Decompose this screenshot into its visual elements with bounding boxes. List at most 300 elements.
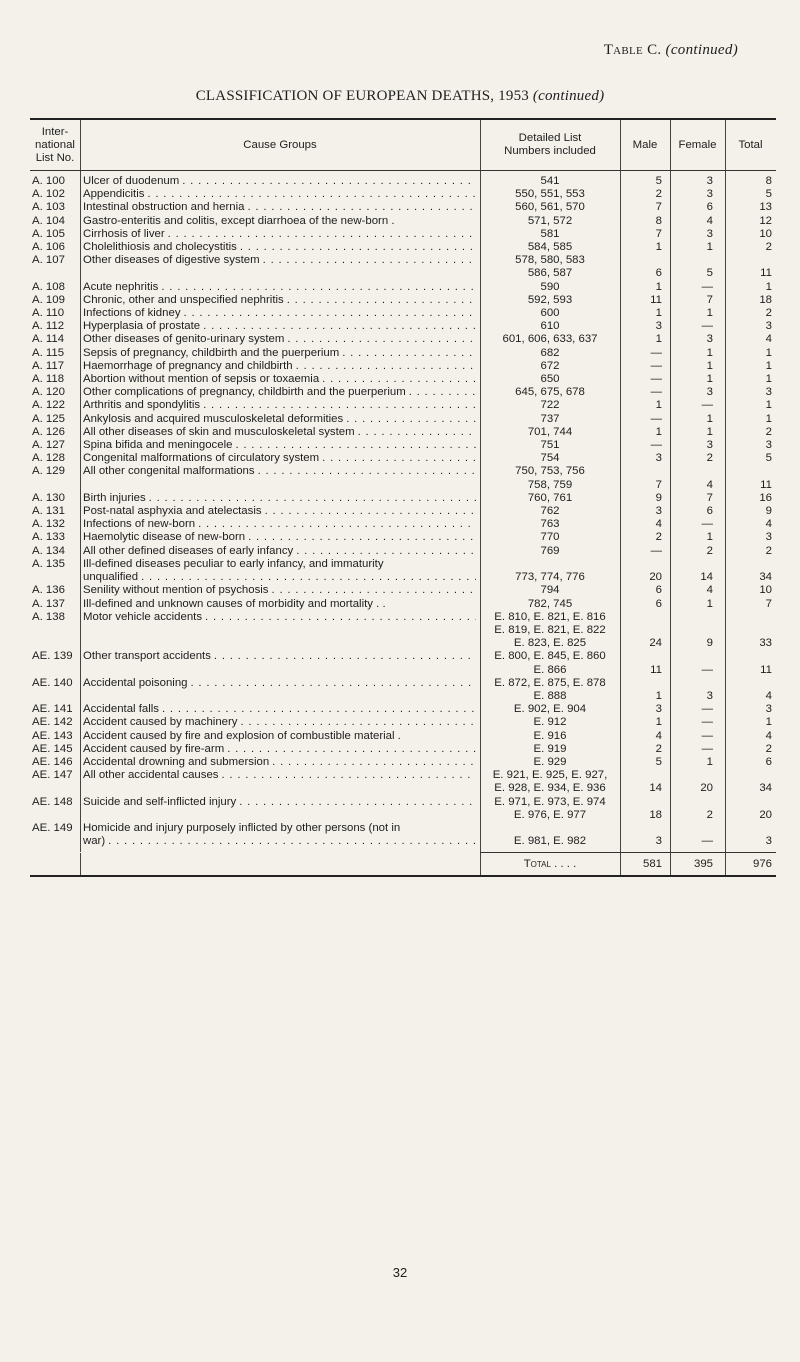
cause-group	[80, 188, 480, 201]
intl-list-no	[30, 598, 80, 611]
leader-dots	[293, 360, 476, 373]
total-count: 11	[760, 478, 772, 491]
female-count: 1	[706, 241, 713, 254]
cause-line	[83, 188, 476, 201]
cause-text: All other defined diseases of early infancy	[83, 544, 294, 557]
female-count: 14	[700, 571, 713, 584]
intl-list-no-text: A. 122	[32, 399, 65, 412]
column-divider	[725, 120, 726, 170]
column-divider	[670, 853, 671, 875]
intl-list-no	[30, 505, 80, 518]
cause-line	[83, 175, 476, 188]
table-row	[30, 307, 776, 320]
detail-line: 762	[540, 505, 560, 518]
cause-group	[80, 241, 480, 254]
cause-line	[83, 320, 476, 333]
cause-group	[80, 307, 480, 320]
detail-line: 601, 606, 633, 637	[502, 333, 598, 346]
detail-line: 650	[540, 373, 560, 386]
female-count: 4	[706, 478, 713, 491]
cause-group	[80, 175, 480, 188]
intl-list-no	[30, 294, 80, 307]
detailed-list-numbers	[480, 835, 620, 848]
cause-line	[83, 650, 476, 663]
table-row	[30, 611, 776, 651]
male-count: 24	[649, 637, 662, 650]
leader-dots	[138, 571, 476, 584]
cause-text: Chronic, other and unspecified nephritis	[83, 293, 284, 306]
cause-line	[83, 465, 476, 478]
male-count: 1	[655, 425, 662, 438]
detailed-list-numbers	[480, 716, 620, 729]
intl-list-no-text: A. 126	[32, 425, 65, 438]
intl-list-no-text: A. 132	[32, 518, 65, 531]
intl-list-no	[30, 201, 80, 214]
table-row	[30, 320, 776, 333]
male-count: 1	[655, 689, 662, 702]
intl-list-no-text: A. 102	[32, 188, 65, 201]
cause-group	[80, 201, 480, 214]
leader-dots	[293, 545, 476, 558]
cause-text: Ankylosis and acquired musculoskeletal deformities	[83, 412, 344, 425]
intl-list-no-text: A. 127	[32, 439, 65, 452]
cause-line	[83, 386, 476, 399]
detail-line: E. 823, E. 825	[513, 637, 587, 650]
leader-dots	[245, 531, 476, 544]
cause-group	[80, 650, 480, 663]
column-divider	[725, 853, 726, 875]
leader-dots	[284, 294, 476, 307]
totals-male: 581	[642, 857, 662, 870]
cause-group	[80, 426, 480, 439]
intl-list-no	[30, 558, 80, 571]
cause-group	[80, 558, 480, 584]
leader-dots	[158, 281, 476, 294]
detail-line: 794	[540, 584, 560, 597]
detail-line: 600	[540, 307, 560, 320]
intl-list-no-text: A. 133	[32, 531, 65, 544]
cause-text: Accidental poisoning	[83, 676, 188, 689]
cause-line	[83, 730, 476, 743]
table-row	[30, 175, 776, 188]
intl-list-no	[30, 188, 80, 201]
cause-line	[83, 796, 476, 809]
cause-text: Acute nephritis	[83, 280, 159, 293]
cause-group	[80, 333, 480, 346]
intl-list-no-text: A. 118	[32, 373, 65, 386]
intl-list-no-text: A. 109	[32, 293, 65, 306]
table-row	[30, 492, 776, 505]
intl-list-no	[30, 677, 80, 690]
detail-line: 754	[540, 452, 560, 465]
female-count: —	[701, 835, 713, 848]
female-count: 7	[706, 491, 713, 504]
cause-text: Infections of new-born	[83, 518, 196, 531]
leader-dots	[284, 333, 476, 346]
intl-list-no	[30, 545, 80, 558]
cause-line	[83, 201, 476, 214]
detailed-list-numbers	[480, 571, 620, 584]
detailed-list-numbers	[480, 756, 620, 769]
table-row	[30, 598, 776, 611]
leader-dots	[202, 611, 476, 624]
cause-group	[80, 386, 480, 399]
intl-list-no	[30, 413, 80, 426]
detail-line: 560, 561, 570	[515, 201, 585, 214]
female-count: 6	[706, 201, 713, 214]
female-count: —	[701, 399, 713, 412]
column-divider	[480, 171, 481, 852]
table-row	[30, 439, 776, 452]
detailed-list-numbers	[480, 281, 620, 294]
leader-dots	[269, 756, 476, 769]
detailed-list-numbers	[480, 413, 620, 426]
header-total: Total	[738, 138, 763, 151]
intl-list-no-text: A. 114	[32, 333, 65, 346]
detail-line: 541	[540, 175, 560, 187]
intl-list-no-text: A. 110	[32, 307, 65, 320]
total-count: 34	[759, 782, 772, 795]
page-title-continued: (continued)	[532, 88, 605, 104]
intl-list-no-text: AE. 147	[32, 769, 73, 782]
intl-list-no	[30, 254, 80, 267]
table-row	[30, 756, 776, 769]
detail-line: E. 819, E. 821, E. 822	[494, 623, 606, 636]
column-divider	[80, 171, 81, 852]
male-count: 7	[655, 227, 662, 240]
cause-text: Accident caused by machinery	[83, 716, 238, 729]
cause-group	[80, 399, 480, 412]
detailed-list-numbers	[480, 307, 620, 320]
cause-group	[80, 677, 480, 690]
detail-line: E. 921, E. 925, E. 927,	[492, 769, 608, 782]
cause-text: Other diseases of genito-urinary system	[83, 333, 285, 346]
header-intl-no-line: Inter-	[41, 125, 69, 138]
cause-group	[80, 452, 480, 465]
total-count: 7	[765, 597, 772, 610]
cause-group	[80, 545, 480, 558]
intl-list-no-text: A. 128	[32, 452, 65, 465]
intl-list-no	[30, 241, 80, 254]
intl-list-no-text: A. 130	[32, 491, 65, 504]
table-row	[30, 360, 776, 373]
cause-text: Appendicitis	[83, 188, 145, 201]
total-count: 2	[765, 241, 772, 254]
total-count: 4	[765, 729, 772, 742]
female-count: 1	[706, 412, 713, 425]
intl-list-no-text: A. 106	[32, 241, 65, 254]
total-count: 13	[759, 201, 772, 214]
detail-line: E. 872, E. 875, E. 878	[494, 676, 606, 689]
female-count: 3	[706, 333, 713, 346]
detail-line: 645, 675, 678	[515, 386, 585, 399]
detailed-list-numbers	[480, 228, 620, 241]
totals-total: 976	[752, 857, 772, 870]
total-count: 18	[759, 293, 772, 306]
cause-text: Accidental drowning and submersion	[83, 755, 270, 768]
intl-list-no	[30, 716, 80, 729]
male-count: —	[650, 373, 662, 386]
header-female: Female	[678, 138, 717, 151]
header-cause: Cause Groups	[243, 138, 317, 151]
deaths-table	[30, 118, 776, 877]
detailed-list-numbers	[480, 611, 620, 651]
detailed-list-numbers	[480, 426, 620, 439]
total-count: 11	[760, 267, 772, 280]
intl-list-no-text: A. 137	[32, 597, 65, 610]
total-count: 4	[765, 518, 772, 531]
detail-line: 773, 774, 776	[515, 571, 585, 584]
table-row	[30, 743, 776, 756]
female-count: 3	[706, 689, 713, 702]
total-count: 1	[765, 412, 772, 425]
detail-line: 610	[540, 320, 560, 333]
male-count: 1	[655, 716, 662, 729]
table-row	[30, 347, 776, 360]
cause-group	[80, 598, 480, 611]
detailed-list-numbers	[480, 743, 620, 756]
cause-line	[83, 518, 476, 531]
total-count: 12	[759, 214, 772, 227]
female-count: 1	[706, 531, 713, 544]
table-row	[30, 769, 776, 795]
leader-dots	[146, 492, 476, 505]
cause-line	[83, 531, 476, 544]
cause-text: Other diseases of digestive system	[83, 254, 260, 267]
detail-line: 737	[540, 412, 560, 425]
table-row	[30, 215, 776, 228]
header-detail	[480, 132, 620, 158]
female-count: 4	[706, 214, 713, 227]
female-count: 1	[706, 373, 713, 386]
cause-line	[83, 584, 476, 597]
detail-line: E. 902, E. 904	[513, 703, 587, 716]
total-count: 2	[765, 742, 772, 755]
total-count: 1	[765, 399, 772, 412]
male-count: 3	[655, 703, 662, 716]
intl-list-no-text: A. 103	[32, 201, 65, 214]
totals-row	[30, 853, 776, 875]
male-count: 5	[655, 755, 662, 768]
detailed-list-numbers	[480, 650, 620, 676]
intl-list-no	[30, 360, 80, 373]
intl-list-no-text: AE. 143	[32, 729, 73, 742]
cause-text: Motor vehicle accidents	[83, 610, 203, 623]
leader-dots	[238, 716, 477, 729]
cause-text: All other accidental causes	[83, 769, 219, 782]
leader-dots	[319, 373, 476, 386]
total-count: 8	[765, 175, 772, 187]
male-count: 18	[649, 808, 662, 821]
cause-line	[83, 333, 476, 346]
intl-list-no	[30, 228, 80, 241]
intl-list-no	[30, 822, 80, 835]
cause-line	[83, 716, 476, 729]
detail-line: E. 971, E. 973, E. 974	[494, 795, 606, 808]
header-detail-line: Numbers included	[504, 145, 596, 157]
detail-line: E. 928, E. 934, E. 936	[494, 782, 606, 795]
male-count: 5	[655, 175, 662, 187]
intl-list-no	[30, 756, 80, 769]
table-row	[30, 545, 776, 558]
detailed-list-numbers	[480, 703, 620, 716]
cause-line	[83, 399, 476, 412]
intl-list-no	[30, 439, 80, 452]
intl-list-no	[30, 175, 80, 188]
leader-dots	[181, 307, 476, 320]
leader-dots	[237, 241, 476, 254]
cause-group	[80, 730, 480, 743]
intl-list-no	[30, 703, 80, 716]
detail-line: 770	[540, 531, 560, 544]
detail-line: 586, 587	[527, 267, 573, 280]
leader-dots	[343, 413, 476, 426]
detailed-list-numbers	[480, 505, 620, 518]
detail-line: 592, 593	[527, 293, 573, 306]
intl-list-no	[30, 215, 80, 228]
cause-text: Haemolytic disease of new-born	[83, 531, 246, 544]
male-count: 1	[655, 241, 662, 254]
cause-line	[83, 492, 476, 505]
total-count: 5	[765, 188, 772, 201]
female-count: 9	[706, 637, 713, 650]
intl-list-no	[30, 465, 80, 478]
cause-line	[83, 281, 476, 294]
cause-text: Accidental falls	[83, 703, 159, 716]
detail-line: E. 929	[533, 755, 567, 768]
intl-list-no	[30, 650, 80, 663]
cause-line	[83, 241, 476, 254]
intl-list-no-text: AE. 141	[32, 703, 73, 716]
male-count: 7	[655, 201, 662, 214]
cause-line	[83, 373, 476, 386]
intl-list-no	[30, 426, 80, 439]
male-count: —	[650, 544, 662, 557]
continued-label: (continued)	[665, 42, 738, 58]
intl-list-no-text: AE. 140	[32, 676, 73, 689]
table-row	[30, 822, 776, 848]
detail-line: 701, 744	[527, 425, 573, 438]
detail-line: 578, 580, 583	[515, 254, 585, 267]
column-divider	[80, 853, 81, 875]
table-row	[30, 294, 776, 307]
detailed-list-numbers	[480, 545, 620, 558]
cause-text: Suicide and self-inflicted injury	[83, 795, 237, 808]
detail-line: 758, 759	[527, 478, 573, 491]
total-count: 1	[765, 346, 772, 359]
intl-list-no-text: A. 117	[32, 359, 65, 372]
column-divider	[670, 120, 671, 170]
leader-dots	[236, 796, 476, 809]
cause-group	[80, 413, 480, 426]
detail-line: 760, 761	[527, 491, 573, 504]
female-count: 2	[706, 544, 713, 557]
table-row	[30, 413, 776, 426]
male-count: 7	[655, 478, 662, 491]
intl-list-no-text: AE. 146	[32, 755, 73, 768]
total-count: 20	[759, 808, 772, 821]
table-row	[30, 584, 776, 597]
cause-group	[80, 281, 480, 294]
total-count: 1	[765, 373, 772, 386]
total-count: 3	[765, 835, 772, 848]
cause-line	[83, 413, 476, 426]
female-count: 1	[706, 346, 713, 359]
intl-list-no-text: A. 104	[32, 214, 65, 227]
cause-text: Senility without mention of psychosis	[83, 584, 269, 597]
cause-line	[83, 611, 476, 624]
table-label-heading	[604, 42, 738, 59]
male-count: —	[650, 359, 662, 372]
female-count: —	[701, 320, 713, 333]
cause-text: Abortion without mention of sepsis or toxaemia	[83, 373, 320, 386]
total-count: 4	[765, 333, 772, 346]
male-count: 6	[655, 267, 662, 280]
intl-list-no-text: A. 135	[32, 557, 65, 570]
cause-text: war)	[83, 835, 106, 848]
cause-group	[80, 360, 480, 373]
cause-group	[80, 505, 480, 518]
female-count: 1	[706, 425, 713, 438]
cause-group	[80, 756, 480, 769]
intl-list-no-text: A. 108	[32, 280, 65, 293]
totals-label: Total . . . .	[523, 857, 577, 870]
column-divider	[620, 171, 621, 852]
male-count: 6	[655, 584, 662, 597]
detailed-list-numbers	[480, 294, 620, 307]
table-row	[30, 241, 776, 254]
detailed-list-numbers	[480, 254, 620, 280]
header-intl-no-line: national	[35, 138, 75, 151]
male-count: —	[650, 412, 662, 425]
cause-line	[83, 294, 476, 307]
detailed-list-numbers	[480, 769, 620, 795]
male-count: 14	[649, 782, 662, 795]
table-header	[30, 120, 776, 170]
male-count: 1	[655, 280, 662, 293]
table-row	[30, 650, 776, 676]
cause-group	[80, 703, 480, 716]
detailed-list-numbers	[480, 386, 620, 399]
table-row	[30, 188, 776, 201]
cause-text: Cholelithiosis and cholecystitis	[83, 241, 237, 254]
cause-group	[80, 584, 480, 597]
cause-group	[80, 254, 480, 267]
cause-group	[80, 465, 480, 478]
header-detail-line: Detailed List	[518, 132, 582, 144]
intl-list-no-text: A. 131	[32, 505, 65, 518]
female-count: —	[701, 703, 713, 716]
female-count: 3	[706, 386, 713, 399]
intl-list-no-text: A. 105	[32, 227, 65, 240]
male-count: 6	[655, 597, 662, 610]
detailed-list-numbers	[480, 360, 620, 373]
column-divider	[480, 120, 481, 170]
cause-group	[80, 796, 480, 809]
total-count: 2	[765, 544, 772, 557]
female-count: 1	[706, 597, 713, 610]
cause-group	[80, 373, 480, 386]
detailed-list-numbers	[480, 677, 620, 703]
cause-line	[83, 703, 476, 716]
leader-dots	[262, 505, 476, 518]
intl-list-no	[30, 584, 80, 597]
cause-line	[83, 254, 476, 267]
detail-line: 682	[540, 346, 560, 359]
header-male: Male	[632, 138, 658, 151]
female-count: —	[701, 518, 713, 531]
detailed-list-numbers	[480, 241, 620, 254]
